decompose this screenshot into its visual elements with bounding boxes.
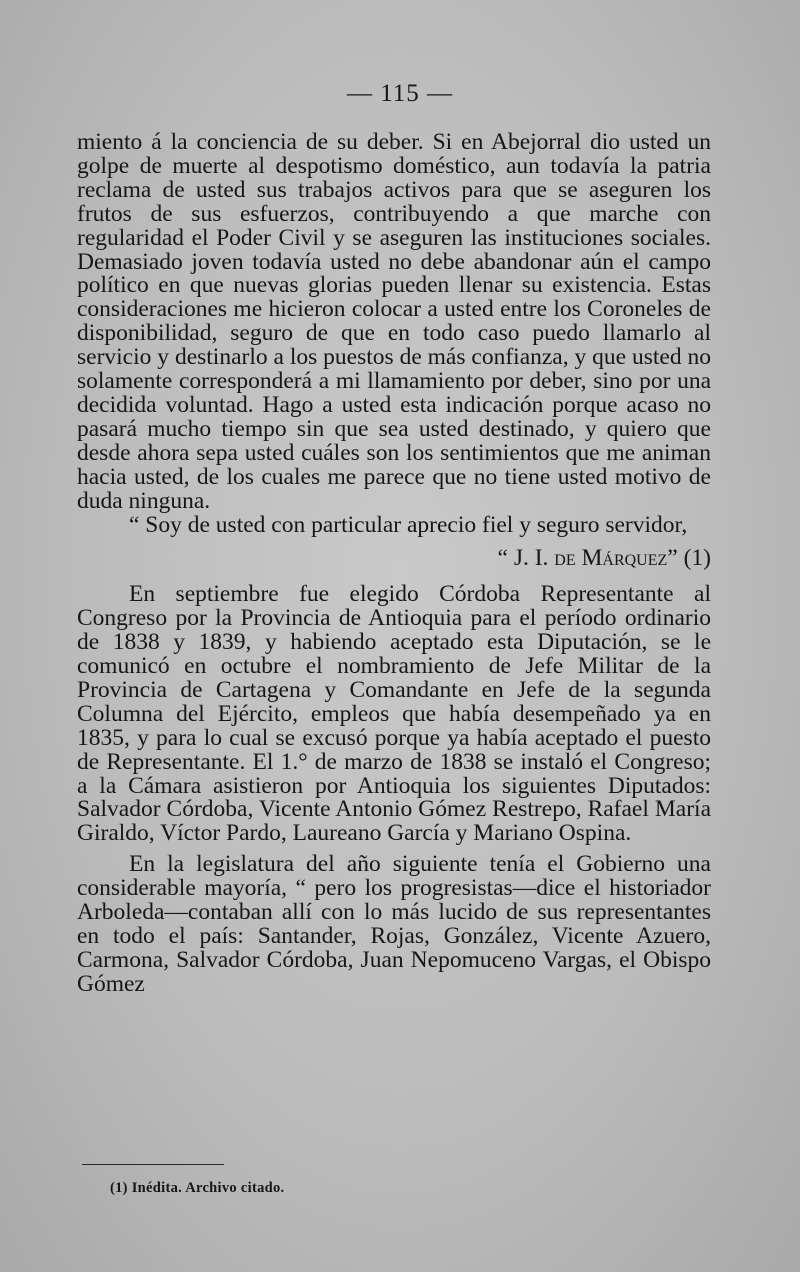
signature-name: Márquez” (1) xyxy=(575,545,711,572)
narrative-paragraph: En septiembre fue elegido Córdoba Representante al Congreso por la Provincia de Antioquia para el período ordinario de 1838 y 1839, y habiendo aceptado esta Diputación, se le comunicó en octubre el nombramiento de Jefe Militar de la Provincia de Cartagena y Comandante en Jefe de la segunda Columna del Ejército, empleos que había desempeñado ya en 1835, y para lo cual se excusó porque ya había aceptado el puesto de Representante. El 1.° de marzo de 1838 se instaló el Congreso; a la Cámara asistieron por Antioquia los siguientes Diputados: Salvador Córdoba, Vicente Antonio Gómez Restrepo, Rafael María Giraldo, Víctor Pardo, Laureano García y Mariano Ospina. xyxy=(77,581,711,847)
letter-signature xyxy=(77,547,711,571)
letter-closing: “ Soy de usted con particular aprecio fiel y seguro servidor, xyxy=(129,511,688,538)
signature-particle: de xyxy=(554,545,576,572)
body-text xyxy=(77,131,711,997)
signature-prefix: “ J. I. xyxy=(497,545,555,572)
page-number: — 115 — xyxy=(346,80,454,107)
footnote: (1) Inédita. Archivo citado. xyxy=(110,1180,285,1196)
footnote-divider xyxy=(82,1164,224,1165)
letter-paragraph: miento á la conciencia de su deber. Si en Abejorral dio usted un golpe de muerte al despotismo doméstico, aun todavía la patria reclama de usted sus trabajos activos para que se aseguren los frutos de sus esfuerzos, contribuyendo a que marche con regularidad el Poder Civil y se aseguren las instituciones sociales. Demasiado joven todavía usted no debe abandonar aún el campo político en que nuevas glorias pueden llenar su existencia. Estas consideraciones me hicieron colocar a usted entre los Coroneles de disponibilidad, seguro de que en todo caso puedo llamarlo al servicio y destinarlo a los puestos de más confianza, y que usted no solamente corresponderá a mi llamamiento por deber, sino por una decidida voluntad. Hago a usted esta indicación porque acaso no pasará mucho tiempo sin que sea usted destinado, y quiero que desde ahora sepa usted cuáles son los sentimientos que me animan hacia usted, de los cuales me parece que no tiene usted motivo de duda ninguna. xyxy=(77,129,711,514)
narrative-paragraph-2: En la legislatura del año siguiente tenía el Gobierno una considerable mayoría, “ pero los progresistas—dice el historiador Arboleda—contaban allí con lo más lucido de sus representantes en todo el país: Santander, Rojas, González, Vicente Azuero, Carmona, Salvador Córdoba, Juan Nepomuceno Vargas, el Obispo Gómez xyxy=(77,851,711,997)
